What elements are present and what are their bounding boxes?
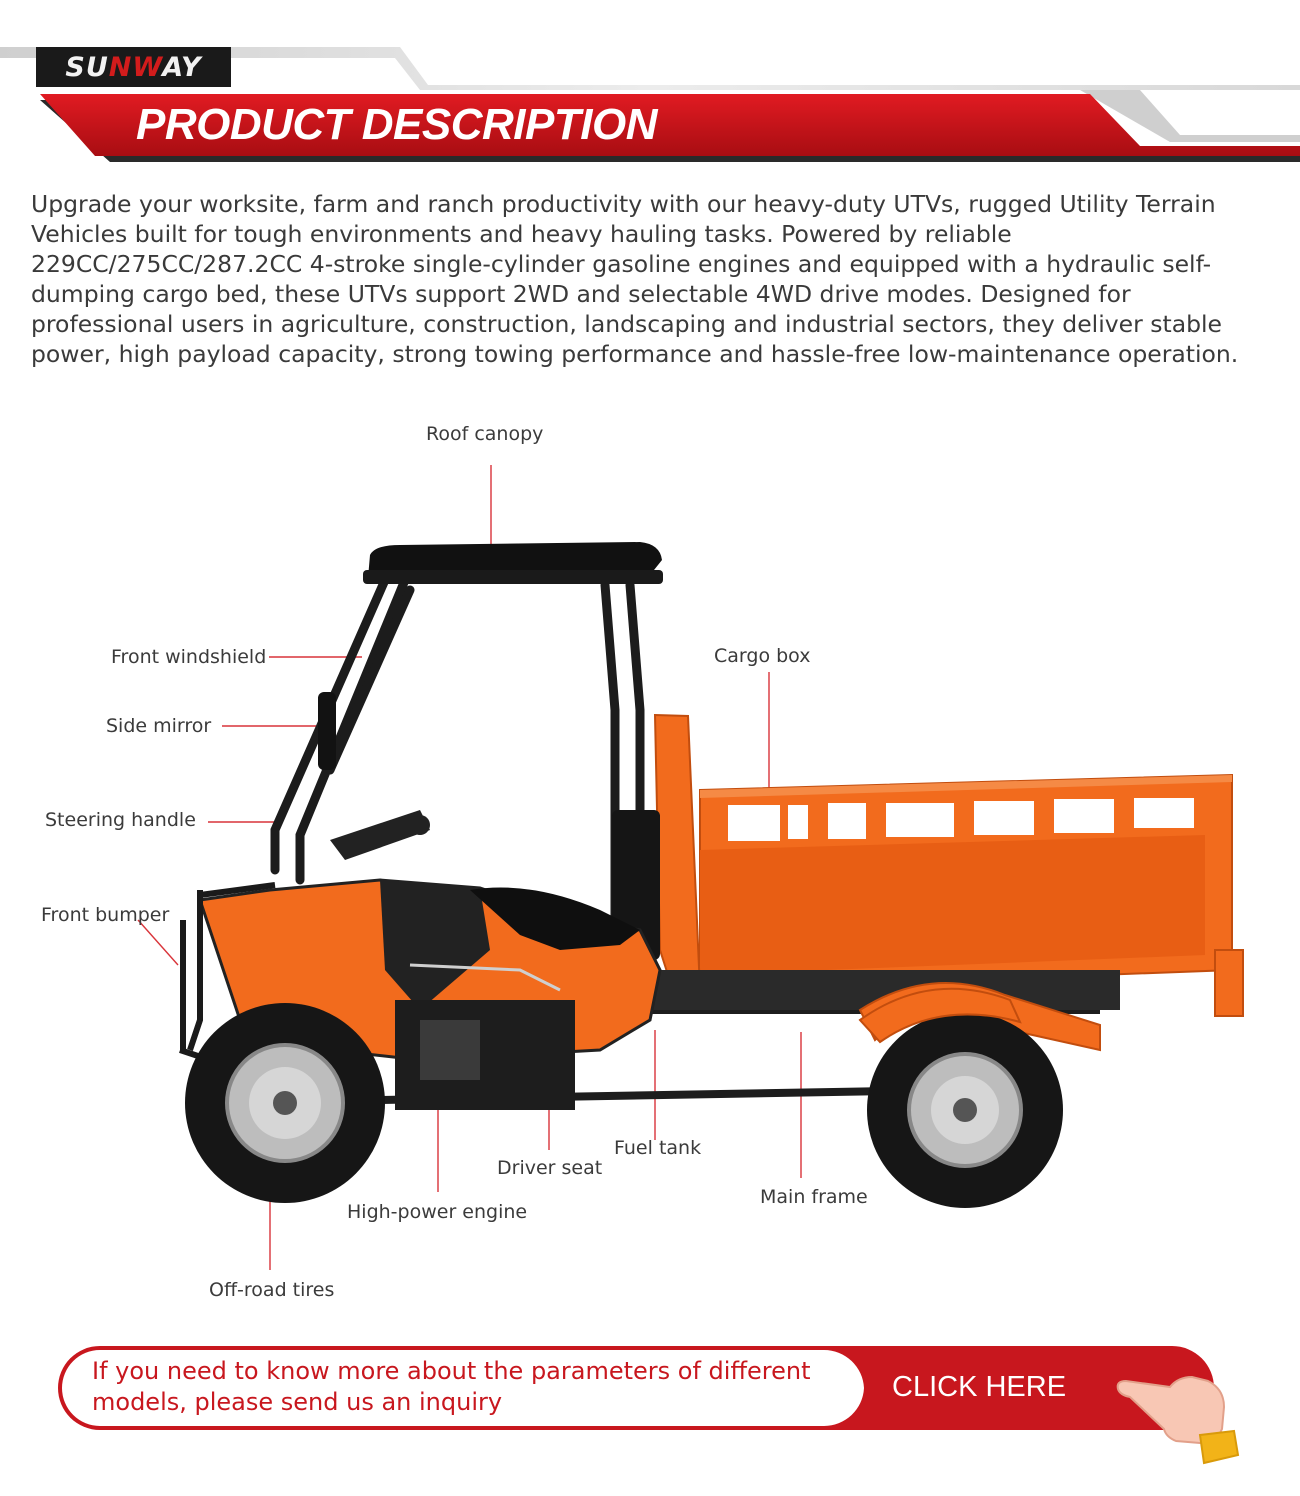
label-front-bumper: Front bumper	[41, 904, 170, 926]
page-header	[0, 0, 1300, 170]
rear-wheel-graphic	[867, 1012, 1063, 1208]
label-side-mirror: Side mirror	[106, 715, 212, 737]
product-description: Upgrade your worksite, farm and ranch productivity with our heavy-duty UTVs, rugged Utility Terrain Vehicles built for tough environments and heavy hauling tasks. Powered by reliable 229CC/275CC/287.2CC 4-stroke single-cylinder gasoline engines and equipped with a hydraulic self-dumping cargo bed, these UTVs support 2WD and selectable 4WD drive modes. Designed for professional users in agriculture, construction, landscaping and industrial sectors, they deliver stable power, high payload capacity, strong towing performance and hassle-free low-maintenance operation.	[31, 190, 1239, 368]
label-high-power-engine: High-power engine	[347, 1201, 528, 1223]
inquiry-message: If you need to know more about the parameters of different models, please send us an inquiry	[92, 1357, 811, 1416]
label-driver-seat: Driver seat	[497, 1157, 603, 1179]
brand-logo[interactable]	[36, 47, 231, 87]
label-front-windshield: Front windshield	[111, 646, 267, 668]
page-title: PRODUCT DESCRIPTION	[136, 100, 657, 149]
brand-logo-text: SUNWAY	[65, 51, 202, 83]
vehicle-diagram	[0, 410, 1300, 1320]
label-roof-canopy: Roof canopy	[426, 423, 544, 445]
front-wheel-graphic	[185, 1003, 385, 1203]
side-mirror-graphic	[318, 692, 336, 770]
label-fuel-tank: Fuel tank	[614, 1137, 702, 1159]
label-main-frame: Main frame	[760, 1186, 868, 1208]
utv-illustration	[0, 410, 1300, 1320]
label-off-road-tires: Off-road tires	[209, 1279, 335, 1301]
click-here-button[interactable]: CLICK HERE	[892, 1370, 1067, 1403]
label-cargo-box: Cargo box	[714, 645, 811, 667]
pointing-hand-icon	[1112, 1355, 1242, 1465]
label-steering-handle: Steering handle	[45, 809, 196, 831]
